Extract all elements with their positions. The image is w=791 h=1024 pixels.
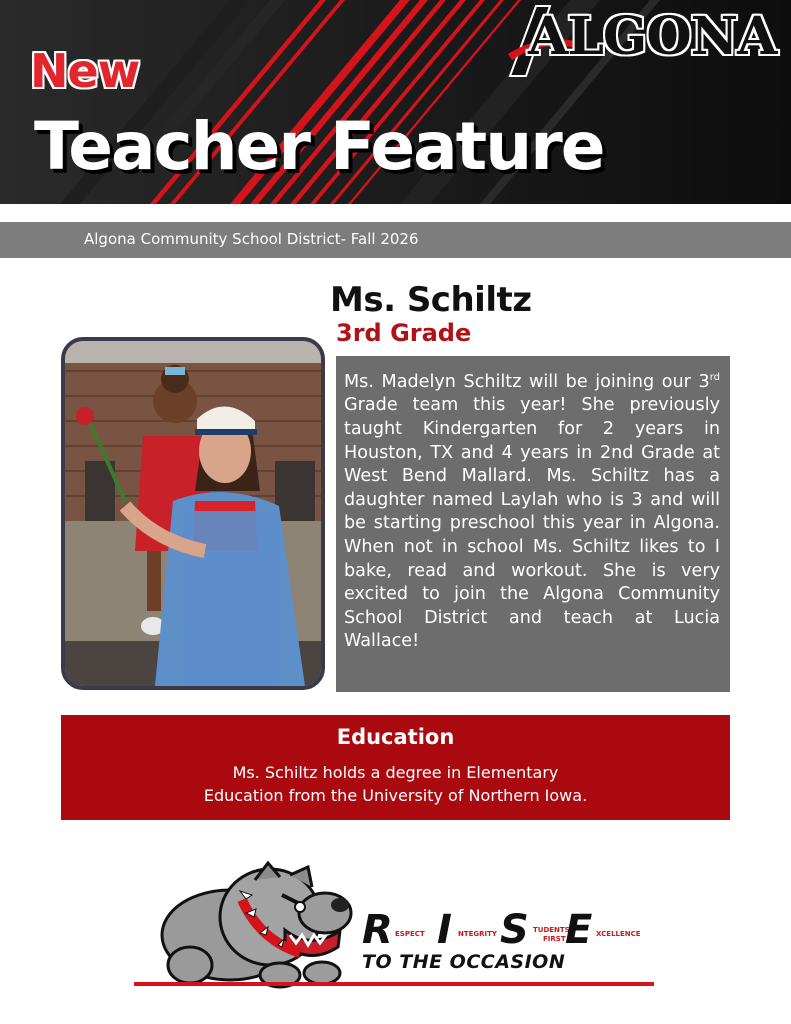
rise-letter-r: R [362,907,393,953]
photo-illustration [65,341,321,686]
teacher-name: Ms. Schiltz [330,280,532,320]
rise-letter-s: S [500,907,529,953]
district-bar [0,222,791,258]
bio-ordinal-suffix: rd [709,372,720,383]
footer-divider [134,982,654,986]
education-line-2: Education from the University of Northern Iowa. [203,786,588,805]
rise-acronym [362,907,662,953]
rise-word-excellence: XCELLENCE [596,930,641,938]
header-banner [0,0,791,204]
district-term-label: Algona Community School District- Fall 2026 [84,230,419,248]
rise-word-students: TUDENTS [533,926,570,934]
education-panel [61,715,730,820]
education-text [61,761,730,807]
header-kicker: New [30,44,140,98]
education-line-1: Ms. Schiltz holds a degree in Elementary [232,763,559,782]
logo-wordmark: ALGONA [528,6,777,67]
teacher-grade: 3rd Grade [336,319,472,347]
education-heading: Education [336,725,455,749]
header-title: Teacher Feature [34,108,604,185]
rise-footer [130,855,660,995]
rise-letter-i: I [437,907,452,953]
rise-tagline: TO THE OCCASION [362,951,566,973]
bio-text [344,366,720,654]
algona-logo [506,0,786,84]
rise-word-integrity: NTEGRITY [458,930,497,938]
rise-word-first: FIRST [543,935,566,943]
rise-letter-e: E [565,907,593,953]
teacher-photo [61,337,325,690]
rise-word-respect: ESPECT [395,930,425,938]
bio-panel [336,356,730,692]
bio-text-part1: Ms. Madelyn Schiltz will be joining our 3 [344,371,710,392]
bulldog-mascot-icon [150,855,390,990]
bio-text-part2: Grade team this year! She previously taught Kindergarten for 2 years in Houston, TX and 4 years in 2nd Grade at West Bend Mallard. Ms. Schiltz has a daughter named Laylah who is 3 and will be starting preschool this year in Algona. When not in school Ms. Schiltz likes to I bake, read and workout. She is very excited to join the Algona Community School District and teach at Lucia Wallace! [344,395,720,652]
